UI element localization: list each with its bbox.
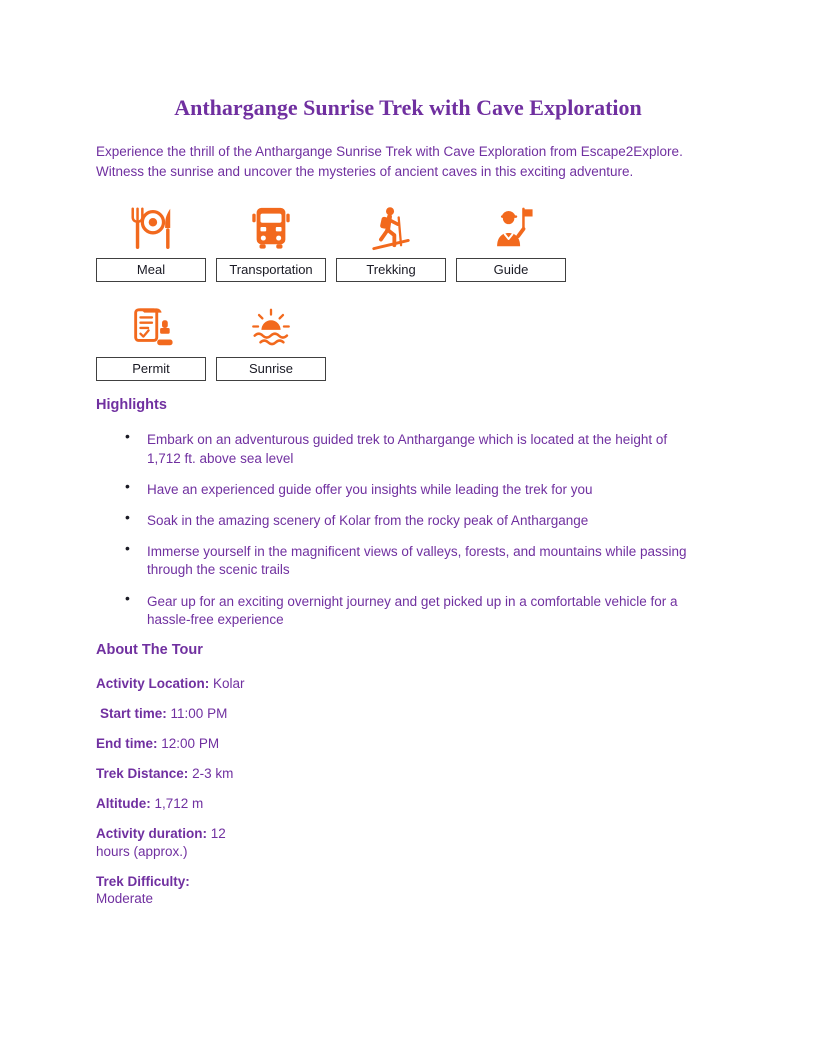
feature-permit	[96, 298, 206, 381]
sunrise-icon	[248, 298, 294, 350]
trekking-icon	[368, 199, 414, 251]
feature-meal	[96, 199, 206, 282]
detail-label: Activity Location:	[96, 676, 210, 692]
highlights-heading: Highlights	[96, 397, 167, 414]
detail-value-line2: Moderate	[96, 891, 154, 907]
detail-value: 2-3 km	[192, 766, 234, 782]
detail-label: Trek Distance:	[96, 766, 189, 782]
detail-value: 11:00 PM	[170, 706, 228, 722]
detail-label: Activity duration:	[96, 826, 208, 842]
detail-end-time	[96, 735, 720, 753]
guide-icon	[488, 199, 534, 251]
meal-icon	[126, 199, 176, 251]
feature-label-box: Permit	[96, 357, 206, 381]
feature-label-box: Trekking	[336, 258, 446, 282]
detail-label: Trek Difficulty:	[96, 873, 190, 889]
intro-paragraph: Experience the thrill of the Anthargange Sunrise Trek with Cave Exploration from Escape2Explore. Witness the sunrise and uncover the mysteries of ancient caves in this exciting adventure.	[96, 143, 683, 180]
detail-label: Start time:	[100, 706, 167, 722]
detail-value: 1,712 m	[154, 796, 204, 812]
detail-value-line2: hours (approx.)	[96, 843, 188, 859]
highlight-item: • Immerse yourself in the magnificent views of valleys, forests, and mountains while passing through the scenic trails	[123, 543, 701, 579]
detail-value: 12:00 PM	[161, 736, 220, 752]
highlight-item: • Soak in the amazing scenery of Kolar from the rocky peak of Anthargange	[123, 512, 701, 530]
feature-label-box: Transportation	[216, 258, 326, 282]
feature-row-1	[96, 199, 720, 282]
detail-value: 12	[210, 826, 226, 842]
page-title: Anthargange Sunrise Trek with Cave Exploration	[174, 95, 642, 120]
detail-label: End time:	[96, 736, 158, 752]
highlights-list	[96, 431, 720, 629]
about-heading: About The Tour	[96, 642, 203, 659]
feature-label-box: Sunrise	[216, 357, 326, 381]
highlight-item: • Gear up for an exciting overnight journey and get picked up in a comfortable vehicle for a hassle-free experience	[123, 593, 701, 629]
feature-sunrise	[216, 298, 326, 381]
detail-activity-location	[96, 675, 720, 693]
detail-start-time	[96, 705, 720, 723]
about-details	[96, 675, 720, 908]
feature-trekking	[336, 199, 446, 282]
feature-guide	[456, 199, 566, 282]
features-section	[96, 199, 720, 381]
detail-altitude	[96, 795, 720, 813]
highlight-item: • Have an experienced guide offer you insights while leading the trek for you	[123, 481, 701, 499]
detail-activity-duration	[96, 825, 720, 860]
feature-label-box: Meal	[96, 258, 206, 282]
feature-row-2	[96, 298, 720, 381]
detail-value: Kolar	[213, 676, 245, 692]
detail-trek-distance	[96, 765, 720, 783]
detail-label: Altitude:	[96, 796, 151, 812]
feature-label-box: Guide	[456, 258, 566, 282]
detail-trek-difficulty	[96, 873, 720, 908]
bus-icon	[248, 199, 294, 251]
highlight-item: • Embark on an adventurous guided trek to Anthargange which is located at the height of 1,712 ft. above sea level	[123, 431, 701, 467]
permit-icon	[128, 298, 174, 350]
feature-transportation	[216, 199, 326, 282]
